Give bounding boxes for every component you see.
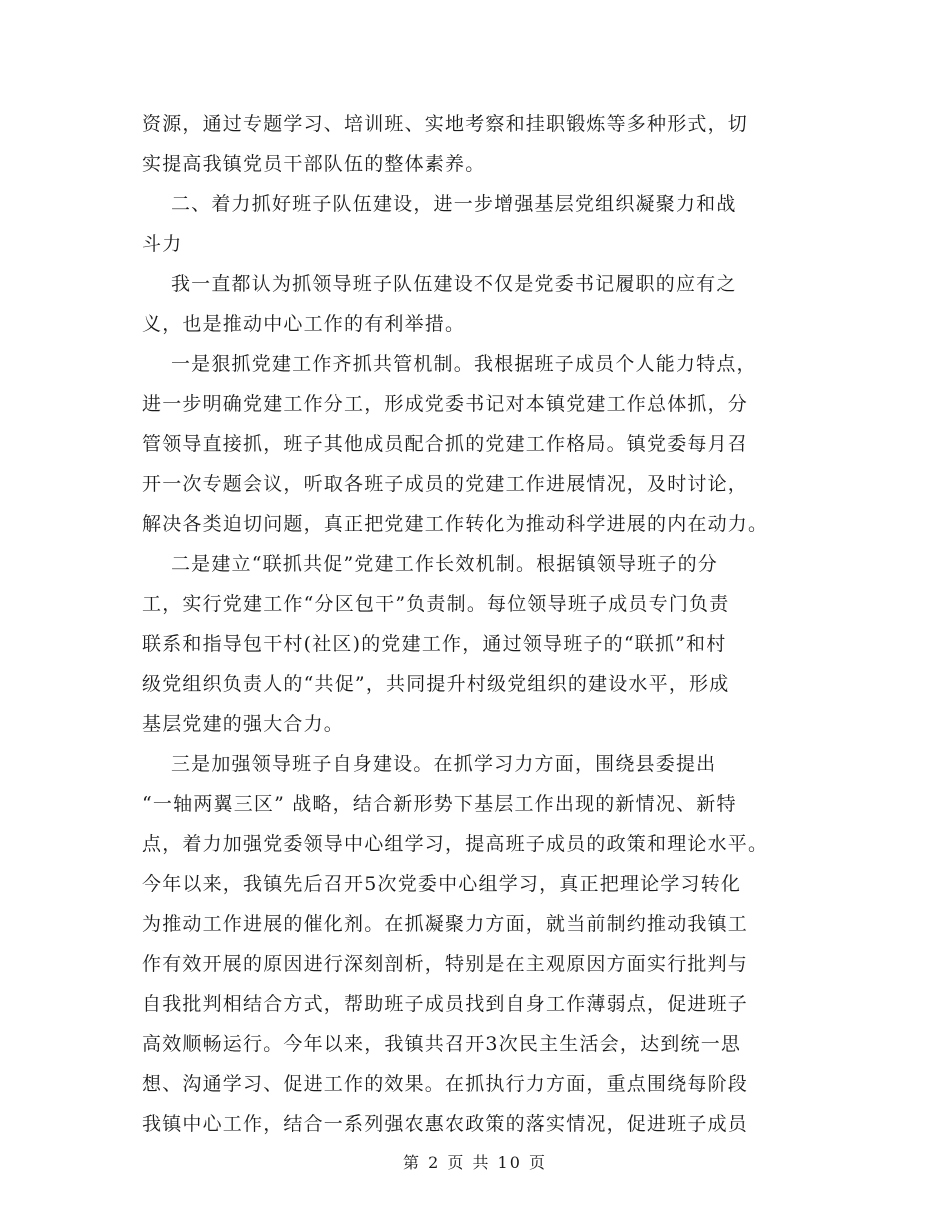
text-line: 解决各类迫切问题，真正把党建工作转化为推动科学进展的内在动力。 bbox=[142, 513, 769, 535]
text-line: 自我批判相结合方式，帮助班子成员找到自身工作薄弱点，促进班子 bbox=[142, 993, 749, 1015]
text-line: 三是加强领导班子自身建设。在抓学习力方面，围绕县委提出 bbox=[142, 753, 717, 775]
text-line: “一轴两翼三区” 战略，结合新形势下基层工作出现的新情况、新特 bbox=[142, 793, 737, 815]
page-number-footer: 第 2 页 共 10 页 bbox=[403, 1153, 547, 1172]
text-line: 基层党建的强大合力。 bbox=[142, 713, 345, 735]
section-heading-line: 斗力 bbox=[142, 233, 183, 255]
text-line: 资源，通过专题学习、培训班、实地考察和挂职锻炼等多种形式，切 bbox=[142, 113, 749, 135]
text-line: 今年以来，我镇先后召开5次党委中心组学习，真正把理论学习转化 bbox=[142, 873, 742, 895]
text-line: 想、沟通学习、促进工作的效果。在抓执行力方面，重点围绕每阶段 bbox=[142, 1073, 749, 1095]
text-line: 管领导直接抓，班子其他成员配合抓的党建工作格局。镇党委每月召 bbox=[142, 433, 749, 455]
text-line: 义，也是推动中心工作的有利举措。 bbox=[142, 313, 466, 335]
section-heading-line: 二、着力抓好班子队伍建设，进一步增强基层党组织凝聚力和战 bbox=[142, 193, 737, 215]
text-line: 实提高我镇党员干部队伍的整体素养。 bbox=[142, 153, 486, 175]
text-line: 进一步明确党建工作分工，形成党委书记对本镇党建工作总体抓，分 bbox=[142, 393, 749, 415]
text-line: 作有效开展的原因进行深刻剖析，特别是在主观原因方面实行批判与 bbox=[142, 953, 749, 975]
text-line: 我镇中心工作，结合一系列强农惠农政策的落实情况，促进班子成员 bbox=[142, 1113, 749, 1135]
text-line: 开一次专题会议，听取各班子成员的党建工作进展情况，及时讨论， bbox=[142, 473, 749, 495]
text-line: 联系和指导包干村(社区)的党建工作，通过领导班子的“联抓”和村 bbox=[142, 633, 727, 655]
text-line: 高效顺畅运行。今年以来，我镇共召开3次民主生活会，达到统一思 bbox=[142, 1033, 742, 1055]
text-line: 我一直都认为抓领导班子队伍建设不仅是党委书记履职的应有之 bbox=[142, 273, 737, 295]
text-line: 一是狠抓党建工作齐抓共管机制。我根据班子成员个人能力特点， bbox=[142, 353, 757, 375]
text-line: 工，实行党建工作“分区包干”负责制。每位领导班子成员专门负责 bbox=[142, 593, 730, 615]
text-line: 点，着力加强党委领导中心组学习，提高班子成员的政策和理论水平。 bbox=[142, 833, 769, 855]
text-line: 级党组织负责人的“共促”，共同提升村级党组织的建设水平，形成 bbox=[142, 673, 730, 695]
text-line: 为推动工作进展的催化剂。在抓凝聚力方面，就当前制约推动我镇工 bbox=[142, 913, 749, 935]
text-line: 二是建立“联抓共促”党建工作长效机制。根据镇领导班子的分 bbox=[142, 553, 718, 575]
